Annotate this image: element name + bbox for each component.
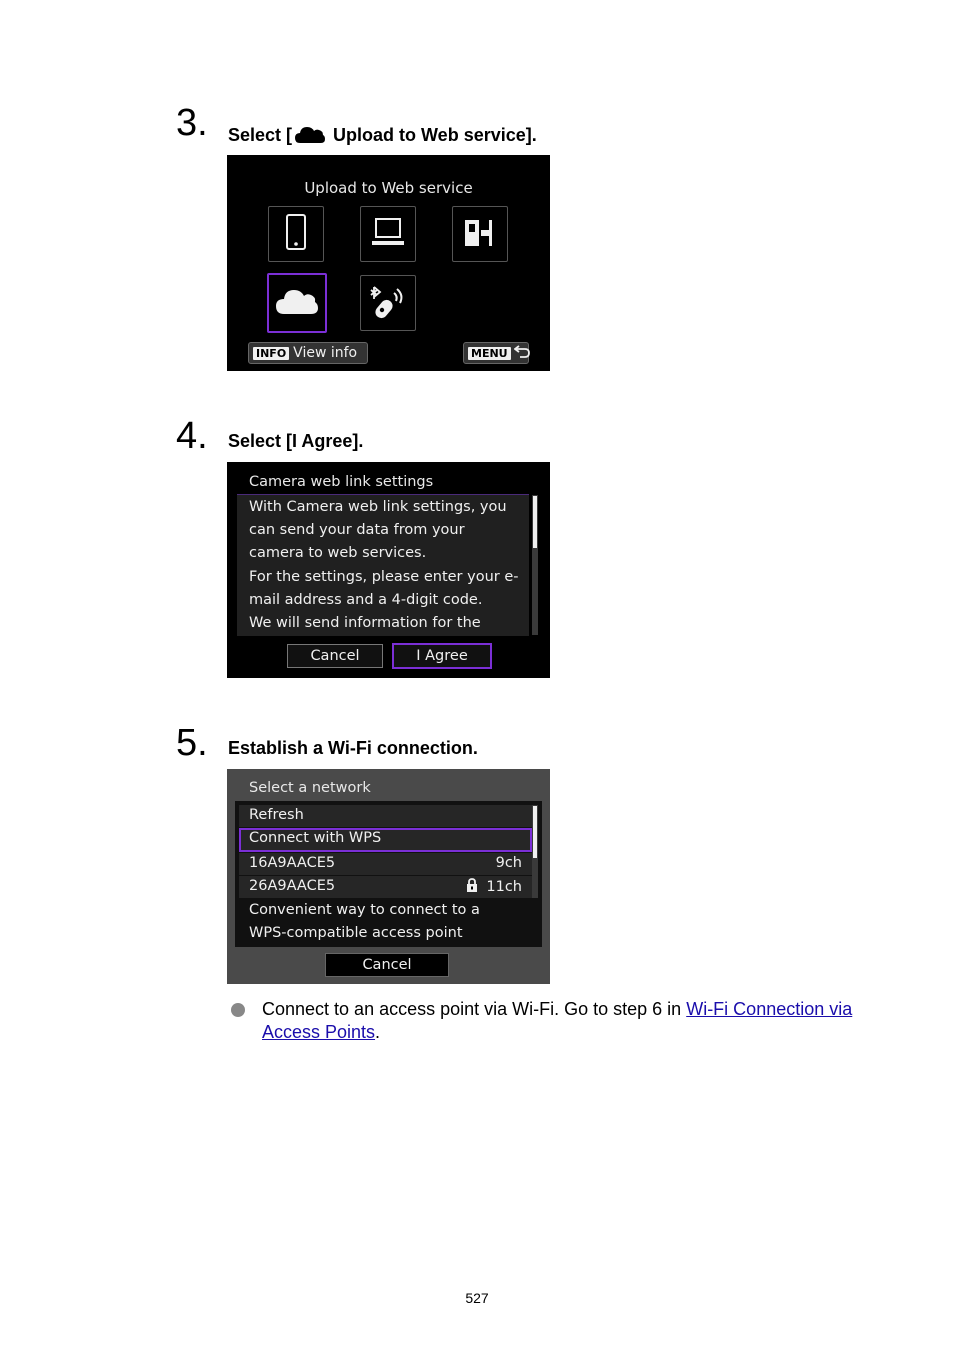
network-row[interactable] [239, 876, 532, 898]
step-number: 4. [176, 415, 208, 457]
screen-header: Select a network [249, 780, 371, 796]
computer-tile[interactable] [360, 206, 416, 262]
printer-tile[interactable] [452, 206, 508, 262]
camera-web-link-screen [227, 462, 550, 678]
network-channel: 11ch [486, 879, 522, 895]
bullet-point [231, 1003, 245, 1017]
scrollbar-thumb[interactable] [533, 806, 537, 858]
screen-header: Camera web link settings [249, 474, 434, 490]
cloud-upload-icon [294, 123, 326, 150]
help-text-line: WPS-compatible access point [249, 925, 463, 941]
upload-web-service-screen [227, 155, 550, 371]
cancel-button[interactable]: Cancel [287, 644, 383, 668]
terms-line: can send your data from your [249, 522, 465, 538]
return-arrow-icon [514, 344, 530, 362]
network-row-connect-wps[interactable] [239, 828, 532, 852]
step-title: Establish a Wi-Fi connection. [228, 738, 478, 758]
row-label: Connect with WPS [249, 830, 382, 846]
web-service-tile[interactable] [267, 273, 327, 333]
network-row[interactable] [239, 853, 532, 875]
view-info-button[interactable] [248, 342, 368, 364]
smartphone-icon [285, 214, 307, 254]
printer-icon [463, 216, 497, 252]
terms-line: With Camera web link settings, you [249, 499, 507, 515]
bullet-text-end: . [375, 1022, 381, 1042]
step-number: 3. [176, 102, 208, 144]
wifi-connection-link[interactable]: Wi-Fi Connection via Access Points [262, 999, 853, 1042]
bullet-text [262, 998, 872, 1044]
row-label: Refresh [249, 807, 304, 823]
i-agree-button[interactable]: I Agree [392, 643, 492, 669]
network-row-refresh[interactable] [239, 805, 532, 827]
network-ssid: 16A9AACE5 [249, 855, 336, 871]
page-number: 527 [465, 1290, 489, 1306]
network-list [235, 801, 542, 947]
terms-line: mail address and a 4-digit code. [249, 592, 483, 608]
network-channel: 9ch [495, 855, 522, 871]
cloud-icon [275, 286, 319, 320]
terms-line: camera to web services. [249, 545, 427, 561]
smartphone-tile[interactable] [268, 206, 324, 262]
menu-back-button[interactable] [463, 342, 529, 364]
terms-line: We will send information for the [249, 615, 481, 631]
help-text-line: Convenient way to connect to a [249, 902, 480, 918]
menu-key: MENU [468, 347, 511, 360]
select-network-screen [227, 769, 550, 984]
bullet-text-body: Connect to an access point via Wi-Fi. Go to step 6 in [262, 999, 687, 1019]
cancel-button[interactable]: Cancel [325, 953, 449, 977]
step-title-suffix: Upload to Web service]. [328, 125, 537, 145]
view-info-label: View info [293, 345, 358, 361]
bluetooth-remote-tile[interactable] [360, 275, 416, 331]
terms-line: For the settings, please enter your e- [249, 569, 519, 585]
step-title [228, 123, 537, 150]
terms-text-area[interactable] [237, 494, 529, 636]
info-key: INFO [253, 347, 289, 360]
step-title-prefix: Select [ [228, 125, 293, 145]
step-number: 5. [176, 722, 208, 764]
lock-icon [466, 878, 478, 896]
laptop-icon [370, 217, 406, 251]
scrollbar-thumb[interactable] [533, 496, 537, 548]
step-title: Select [I Agree]. [228, 431, 364, 451]
network-ssid: 26A9AACE5 [249, 878, 336, 894]
bluetooth-remote-icon [368, 283, 408, 323]
screen-title: Upload to Web service [304, 179, 473, 197]
